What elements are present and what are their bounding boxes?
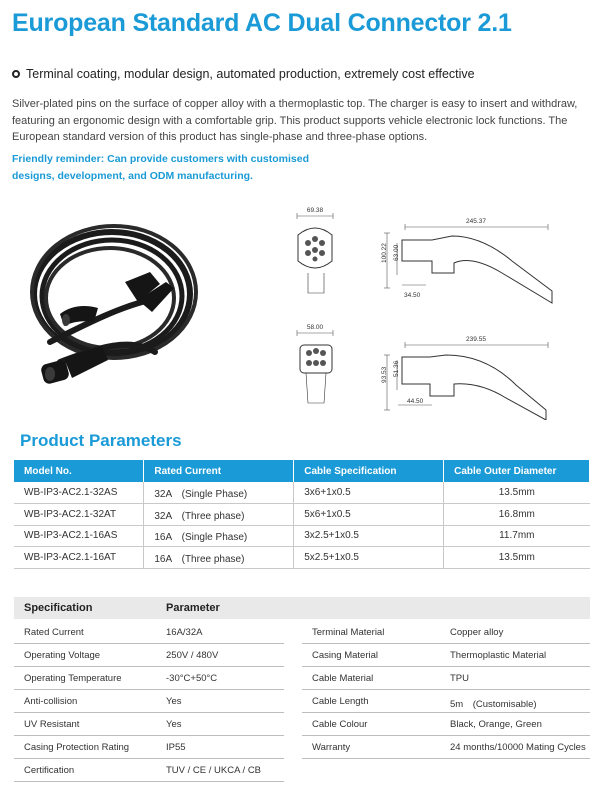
spec-row [302,713,590,736]
table-row [14,504,590,526]
spec-row [14,621,284,644]
spec-row [14,759,284,782]
dim-top-front-width: 69.38 [306,207,324,214]
spec-value: Thermoplastic Material [450,650,547,661]
product-parameters-table [14,460,590,569]
spec-row [14,736,284,759]
subheading-text: Terminal coating, modular design, automated production, extremely cost effective [26,67,475,81]
dim-bottom-side-base: 44.50 [407,398,424,405]
cell: 3x6+1x0.5 [294,482,444,504]
spec-row [302,644,590,667]
page-title: European Standard AC Dual Connector 2.1 [12,9,512,37]
table-header-row [14,460,590,482]
dim-bottom-front-width: 58.00 [306,324,324,331]
spec-value: Yes [166,696,182,707]
ring-bullet-icon [12,70,20,78]
product-parameters-title: Product Parameters [20,431,182,450]
specification-header [14,597,590,619]
spec-label: Anti-collision [24,696,78,707]
spec-value: TUV / CE / UKCA / CB [166,765,262,776]
spec-value: 5m (Customisable) [450,699,537,710]
cell: WB-IP3-AC2.1-16AS [14,525,144,547]
spec-label: Terminal Material [312,627,385,638]
spec-value: 250V / 480V [166,650,219,661]
cell: WB-IP3-AC2.1-32AS [14,482,144,504]
spec-value: Copper alloy [450,627,504,638]
cell: 32A (Single Phase) [144,482,294,504]
dim-bottom-side-height: 93.53 [381,366,388,383]
cell: WB-IP3-AC2.1-16AT [14,547,144,569]
spec-header-left: Specification [24,602,93,614]
product-photo-image [20,212,200,402]
cell: 16A (Three phase) [144,547,294,569]
spec-label: Cable Length [312,696,369,707]
cell: 16A (Single Phase) [144,525,294,547]
spec-row [14,644,284,667]
dim-top-side-length: 245.37 [466,218,486,225]
spec-label: Casing Protection Rating [24,742,130,753]
cell: 5x2.5+1x0.5 [294,547,444,569]
spec-row [302,667,590,690]
dim-top-side-base: 34.50 [404,292,421,299]
table-row [14,525,590,547]
spec-label: Warranty [312,742,351,753]
col-cable-spec: Cable Specification [294,460,444,482]
spec-row [302,690,590,713]
spec-label: Certification [24,765,75,776]
col-model: Model No. [14,460,144,482]
spec-label: Operating Temperature [24,673,122,684]
table-row [14,482,590,504]
spec-header-right: Parameter [166,602,220,614]
spec-value: Yes [166,719,182,730]
dim-bottom-side-length: 239.55 [466,336,486,343]
product-description: Silver-plated pins on the surface of copper alloy with a thermoplastic top. The charger is easy to insert and withdraw, featuring an ergonomic design with a comfortable grip. This product supports vehicle electronic lock functions. The European standard version of this product has single-phase and three-phase options. [12,98,578,143]
cell: WB-IP3-AC2.1-32AT [14,504,144,526]
cell: 5x6+1x0.5 [294,504,444,526]
spec-label: Casing Material [312,650,378,661]
dim-top-side-inner: 63.00 [393,244,400,261]
spec-row [302,621,590,644]
spec-value: TPU [450,673,469,684]
spec-row [14,667,284,690]
spec-value: 24 months/10000 Mating Cycles [450,742,586,753]
col-rated-current: Rated Current [144,460,294,482]
spec-row [14,690,284,713]
friendly-reminder: Friendly reminder: Can provide customers with customised designs, development, and ODM manufacturing. [12,153,309,182]
cell: 13.5mm [444,482,590,504]
spec-label: Operating Voltage [24,650,101,661]
cell: 32A (Three phase) [144,504,294,526]
dim-top-side-height: 100.22 [381,243,388,263]
cell: 11.7mm [444,525,590,547]
spec-value: Black, Orange, Green [450,719,542,730]
spec-row [302,736,590,759]
spec-label: Rated Current [24,627,84,638]
dimension-drawing [280,205,595,420]
cell: 16.8mm [444,504,590,526]
cell: 3x2.5+1x0.5 [294,525,444,547]
dim-bottom-side-inner: 51.36 [393,360,400,377]
col-outer-diameter: Cable Outer Diameter [444,460,590,482]
cell: 13.5mm [444,547,590,569]
subheading [12,67,475,81]
spec-row [14,713,284,736]
spec-label: Cable Colour [312,719,368,730]
spec-value: IP55 [166,742,186,753]
spec-value: 16A/32A [166,627,203,638]
table-row [14,547,590,569]
spec-label: UV Resistant [24,719,80,730]
spec-label: Cable Material [312,673,374,684]
spec-value: -30°C+50°C [166,673,218,684]
